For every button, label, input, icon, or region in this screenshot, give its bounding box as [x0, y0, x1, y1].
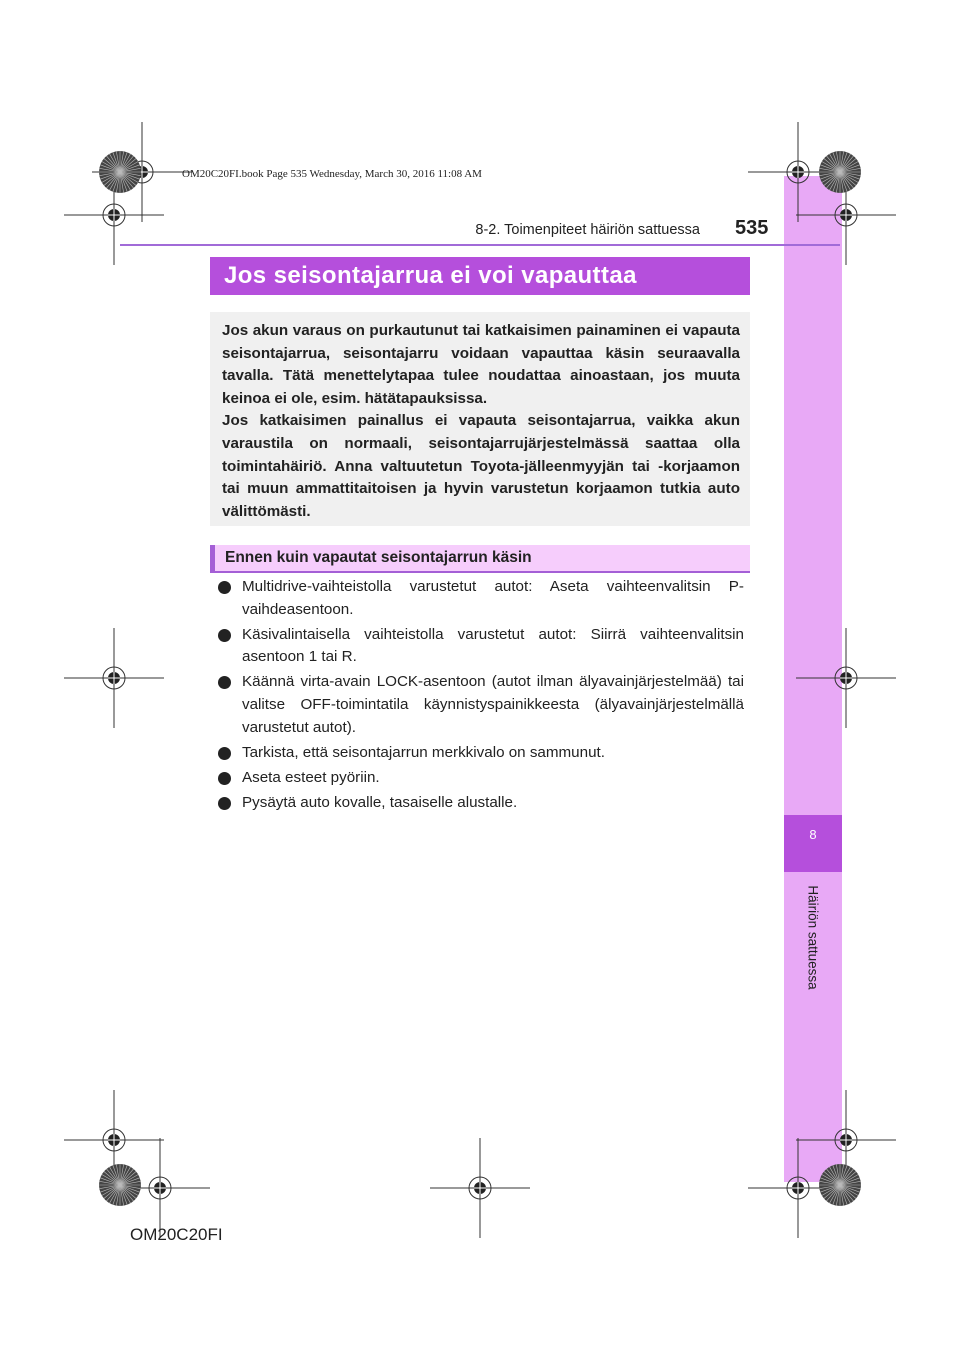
section-title: 8-2. Toimenpiteet häiriön sattuessa: [475, 222, 700, 238]
list-item-text: Pysäytä auto kovalle, tasaiselle alustalle.: [242, 793, 518, 811]
page-number: 535: [735, 217, 769, 239]
list-item: [218, 576, 744, 621]
bullet-icon: [218, 629, 231, 642]
bullet-icon: [218, 772, 231, 785]
list-item-text: Käännä virta-avain LOCK-asentoon (autot ilman älyavainjärjestelmää) tai valitse OFF-toimintatila käynnistyspainikkeesta (älyavainjärjestelmällä varustetut autot).: [242, 673, 744, 736]
registration-mark-icon: [430, 1138, 530, 1238]
list-item: [218, 792, 744, 815]
sunburst-mark-icon: [98, 150, 142, 194]
footer-code: OM20C20FI: [130, 1225, 223, 1244]
list-item: [218, 742, 744, 765]
registration-mark-icon: [796, 628, 896, 728]
list-item-text: Multidrive-vaihteistolla varustetut autot: Aseta vaihteenvalitsin P-vaihdeasentoon.: [242, 578, 744, 618]
list-item: [218, 624, 744, 669]
intro-box: [210, 312, 750, 526]
list-item: [218, 671, 744, 739]
registration-mark-icon: [64, 628, 164, 728]
chapter-label: Häiriön sattuessa: [805, 885, 821, 990]
bullet-list: [218, 576, 744, 817]
intro-paragraph: Jos katkaisimen painallus ei vapauta seisontajarrua, vaikka akun varaustila on normaali, seisontajarrujärjestelmässä saattaa olla toimintahäiriö. Anna valtuutetun Toyota-jälleenmyyjän tai -korjaamon tai muun ammattitaitoisen ja hyvin varustetun korjaamon tutkia auto välittömästi.: [222, 412, 740, 520]
sub-heading: Ennen kuin vapautat seisontajarrun käsin: [210, 545, 750, 573]
list-item-text: Tarkista, että seisontajarrun merkkivalo on sammunut.: [242, 743, 605, 761]
intro-paragraph: Jos akun varaus on purkautunut tai katkaisimen painaminen ei vapauta seisontajarrua, seisontajarru voidaan vapauttaa käsin seuraavalla tavalla. Tätä menettelytapaa tulee noudattaa ainoastaan, jos muuta keinoa ei ole, esim. hätätapauksissa.: [222, 322, 740, 407]
bullet-icon: [218, 747, 231, 760]
chapter-number: 8: [809, 827, 817, 842]
header-rule: [120, 244, 840, 246]
list-item-text: Aseta esteet pyöriin.: [242, 768, 380, 786]
list-item: [218, 767, 744, 790]
main-heading: Jos seisontajarrua ei voi vapauttaa: [210, 257, 750, 295]
side-tab-chapter-marker: [784, 815, 842, 872]
sunburst-mark-icon: [818, 1163, 862, 1207]
print-info: OM20C20FI.book Page 535 Wednesday, March 30, 2016 11:08 AM: [182, 168, 482, 180]
bullet-icon: [218, 797, 231, 810]
bullet-icon: [218, 581, 231, 594]
bullet-icon: [218, 676, 231, 689]
sunburst-mark-icon: [818, 150, 862, 194]
list-item-text: Käsivalintaisella vaihteistolla varustetut autot: Siirrä vaihteenvalitsin asentoon 1 tai R.: [242, 625, 744, 666]
sunburst-mark-icon: [98, 1163, 142, 1207]
